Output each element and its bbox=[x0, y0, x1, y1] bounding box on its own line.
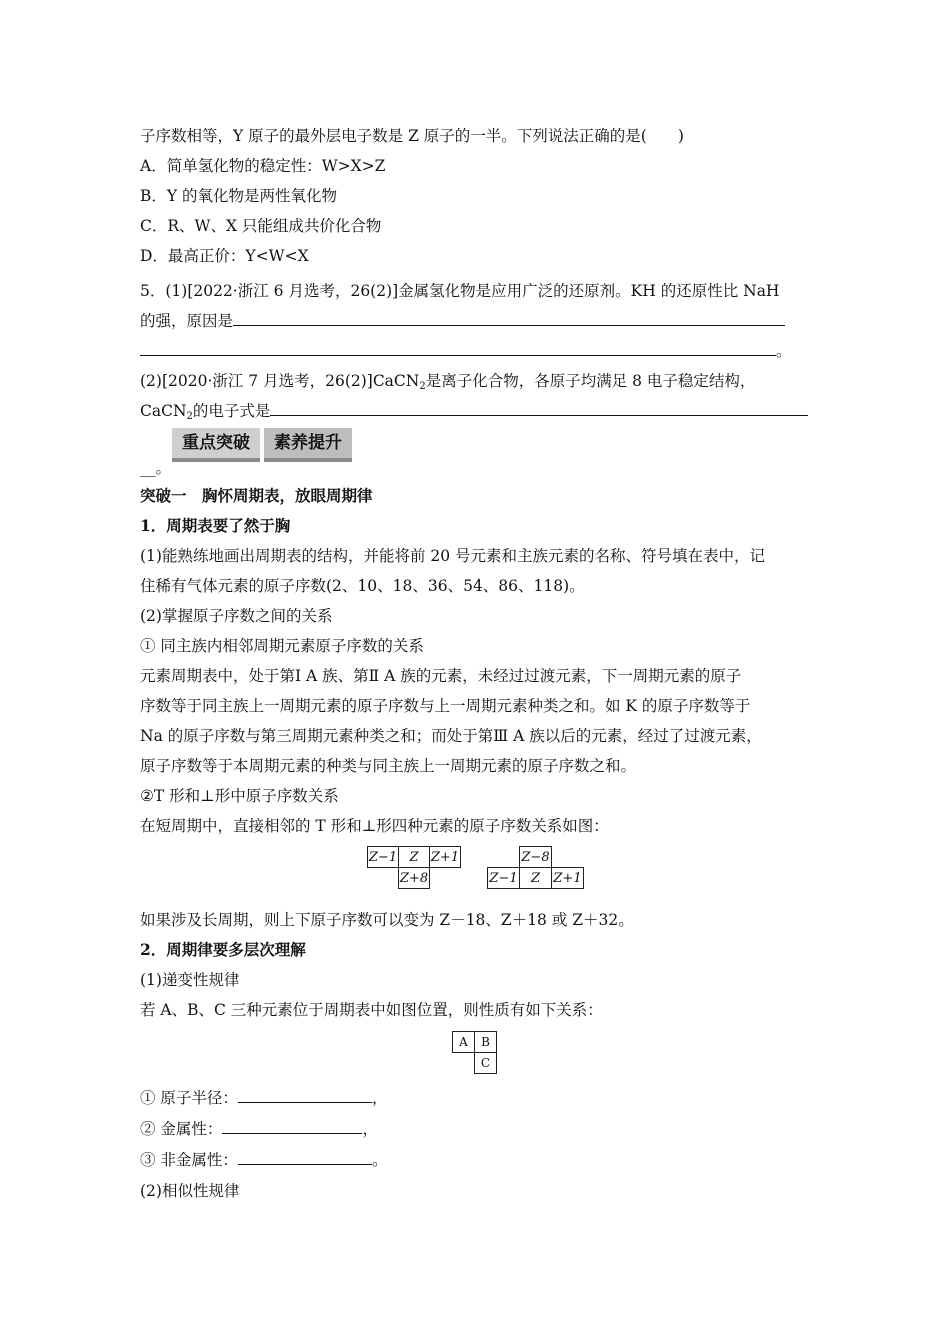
table-cell: Z+1 bbox=[430, 847, 461, 868]
answer-blank[interactable] bbox=[270, 401, 808, 416]
subsection-heading: 2．周期律要多层次理解 bbox=[140, 940, 306, 959]
option-a: A．简单氢化物的稳定性：W>X>Z bbox=[140, 157, 386, 175]
answer-blank[interactable] bbox=[233, 311, 785, 326]
table-cell: Z bbox=[520, 868, 552, 889]
paragraph: ① 同主族内相邻周期元素原子序数的关系 bbox=[140, 637, 424, 655]
paragraph: (1)能熟练地画出周期表的结构，并能将前 20 号元素和主族元素的名称、符号填在表中，记 bbox=[140, 547, 766, 565]
fill-item-2: ② 金属性： ， bbox=[140, 1120, 378, 1138]
question-5-line3 bbox=[140, 341, 792, 361]
paragraph: ②T 形和⊥形中原子序数关系 bbox=[140, 787, 339, 805]
inverted-t-table bbox=[487, 846, 584, 889]
table-cell: Z bbox=[399, 847, 430, 868]
paragraph: (1)递变性规律 bbox=[140, 971, 240, 989]
table-cell: Z+8 bbox=[399, 868, 430, 889]
q5-reason-label: 的强，原因是 bbox=[140, 312, 234, 330]
option-c: C．R、W、X 只能组成共价化合物 bbox=[140, 217, 382, 235]
t-shape-table bbox=[367, 846, 461, 889]
paragraph: 原子序数等于本周期元素的种类与同主族上一周期元素的原子序数之和。 bbox=[140, 757, 637, 775]
option-b: B．Y 的氧化物是两性氧化物 bbox=[140, 187, 338, 205]
table-cell: B bbox=[475, 1032, 497, 1053]
option-d: D．最高正价：Y<W<X bbox=[140, 247, 309, 265]
table-cell: Z−1 bbox=[368, 847, 399, 868]
table-cell: Z+1 bbox=[552, 868, 584, 889]
table-cell: A bbox=[453, 1032, 475, 1053]
table-cell: C bbox=[475, 1053, 497, 1074]
paragraph: 如果涉及长周期，则上下原子序数可以变为 Z－18、Z＋18 或 Z＋32。 bbox=[140, 911, 634, 929]
section-heading: 突破一 胸怀周期表，放眼周期律 bbox=[140, 486, 373, 505]
banner-right: 素养提升 bbox=[264, 428, 352, 462]
section-banner bbox=[172, 428, 352, 458]
question-5-part2-line2: CaCN$_2$的电子式是 bbox=[140, 401, 808, 427]
paragraph: (2)相似性规律 bbox=[140, 1182, 240, 1200]
table-cell: Z−1 bbox=[488, 868, 520, 889]
answer-blank[interactable] bbox=[222, 1119, 362, 1134]
answer-blank[interactable] bbox=[140, 341, 776, 356]
paragraph: 住稀有气体元素的原子序数(2、10、18、36、54、86、118)。 bbox=[140, 577, 585, 595]
period: 。 bbox=[776, 342, 792, 360]
table-cell: Z−8 bbox=[520, 847, 552, 868]
subsection-heading: 1．周期表要了然于胸 bbox=[140, 516, 291, 535]
answer-blank[interactable] bbox=[238, 1088, 372, 1103]
fill-item-1: ① 原子半径： ， bbox=[140, 1089, 388, 1107]
abc-position-table bbox=[452, 1031, 497, 1074]
paragraph: (2)掌握原子序数之间的关系 bbox=[140, 607, 333, 625]
paragraph: 在短周期中，直接相邻的 T 形和⊥形四种元素的原子序数关系如图： bbox=[140, 817, 609, 835]
paragraph: 元素周期表中，处于第Ⅰ A 族、第Ⅱ A 族的元素，未经过过渡元素，下一周期元素的原子 bbox=[140, 667, 742, 685]
paragraph: 若 A、B、C 三种元素位于周期表中如图位置，则性质有如下关系： bbox=[140, 1001, 603, 1019]
question-5-line1: 5．(1)[2022·浙江 6 月选考，26(2)]金属氢化物是应用广泛的还原剂。KH 的还原性比 NaH bbox=[140, 282, 780, 300]
question-5-part2: (2)[2020·浙江 7 月选考，26(2)]CaCN$_2$是离子化合物，各原子均满足 8 电子稳定结构， bbox=[140, 372, 756, 392]
banner-left: 重点突破 bbox=[172, 428, 260, 462]
blank-tail: __。 bbox=[140, 459, 172, 477]
fill-item-3: ③ 非金属性： 。 bbox=[140, 1151, 388, 1169]
paragraph: 序数等于同主族上一周期元素的原子序数与上一周期元素种类之和。如 K 的原子序数等于 bbox=[140, 697, 751, 715]
paragraph: Na 的原子序数与第三周期元素种类之和；而处于第Ⅲ A 族以后的元素，经过了过渡元素， bbox=[140, 727, 762, 745]
question-5-line2 bbox=[140, 311, 785, 331]
question-stem: 子序数相等，Y 原子的最外层电子数是 Z 原子的一半。下列说法正确的是( ) bbox=[140, 127, 684, 145]
answer-blank[interactable] bbox=[238, 1150, 372, 1165]
